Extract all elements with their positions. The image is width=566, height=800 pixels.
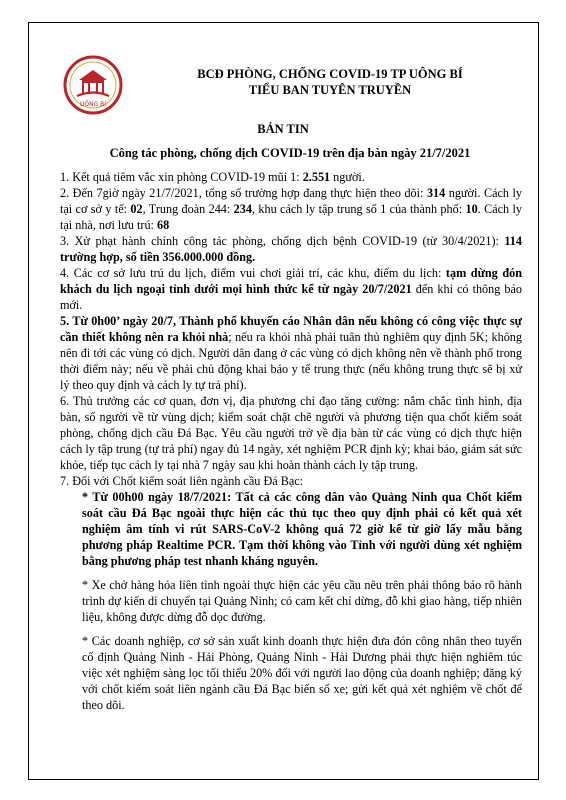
org-name: BCĐ PHÒNG, CHỐNG COVID-19 TP UÔNG BÍ	[197, 67, 463, 81]
item-1: 1. Kết quả tiêm vắc xin phòng COVID-19 mũi 1: 2.551 người.	[60, 170, 365, 184]
item-2: 2. Đến 7giờ ngày 21/7/2021, tổng số trường hợp đang thực hiện theo dõi: 314 người. Cách ly tại cơ sở y tế: 02, Trung đoàn 244: 234, khu cách ly tập trung số 1 của thành phố: 10. Cách ly tại nhà, nơi lưu trú: 68	[60, 186, 523, 232]
item-6: 6. Thủ trưởng các cơ quan, đơn vị, địa phương chỉ đạo tăng cường: nắm chắc tình hình, địa bàn, số người về từ vùng dịch; kiểm soát chặt chẽ người và phương tiện qua chốt kiểm soát phòng, chống dịch cầu Đá Bạc. Yêu cầu người trở về địa bàn từ các vùng có dịch thực hiện cách ly tập trung (tự trả phí) ngay đủ 14 ngày, xét nghiệm PCR định kỳ; khai báo, giám sát sức khỏe, tiếp tục cách ly tại nhà 7 ngày sau khi hoàn thành cách ly tập trung.	[60, 394, 522, 472]
item-7-rule-1: * Từ 00h00 ngày 18/7/2021: Tất cả các công dân vào Quảng Ninh qua Chốt kiểm soát cầu Đá Bạc ngoài thực hiện các thủ tục theo quy định phải có kết quả xét nghiệm âm tính vi rút SARS-CoV-2 không quá 72 giờ kể từ giờ lấy mẫu bằng phương pháp Realtime PCR. Tạm thời không vào Tỉnh với người dùng xét nghiệm bằng phương pháp test nhanh kháng nguyên.	[82, 490, 522, 568]
document-title: BẢN TIN	[257, 122, 309, 136]
bulletin-body	[60, 169, 522, 713]
document-subtitle: Công tác phòng, chống dịch COVID-19 trên địa bàn ngày 21/7/2021	[109, 146, 471, 160]
item-7-rule-2: * Xe chở hàng hóa liên tỉnh ngoài thực hiện các yêu cầu nêu trên phải thông báo rõ hành trình dự kiến di chuyển tại Quảng Ninh; có cam kết chỉ dừng, đỗ khi giao hàng, tiếp nhiên liệu, không được dừng đỗ dọc đường.	[82, 578, 522, 624]
item-3: 3. Xử phạt hành chính công tác phòng, chống dịch bệnh COVID-19 (từ 30/4/2021): 114 trường hợp, số tiền 356.000.000 đồng.	[60, 234, 522, 264]
logo-text: UÔNG BÍ	[79, 101, 107, 108]
document-header	[150, 66, 510, 98]
org-subunit: TIỂU BAN TUYÊN TRUYỀN	[248, 83, 412, 97]
item-7: 7. Đối với Chốt kiểm soát liên ngành cầu Đá Bạc:	[60, 474, 304, 488]
item-4: 4. Các cơ sở lưu trú du lịch, điểm vui chơi giải trí, các khu, điểm du lịch: tạm dừng đón khách du lịch ngoại tỉnh dưới mọi hình thức kể từ ngày 20/7/2021 đến khi có thông báo mới.	[60, 266, 523, 312]
city-emblem-icon	[63, 55, 123, 115]
item-7-rule-3: * Các doanh nghiệp, cơ sở sản xuất kinh doanh thực hiện đưa đón công nhân theo tuyến cố định Quảng Ninh - Hải Phòng, Quảng Ninh - Hải Dương phải thực hiện nghiêm túc việc xét nghiệm sàng lọc tối thiểu 20% đối với người lao động của doanh nghiệp; đăng ký với chốt kiểm soát liên ngành cầu Đá Bạc biển số xe; gửi kết quả xét nghiệm về chốt để theo dõi.	[82, 634, 522, 712]
item-5: 5. Từ 0h00’ ngày 20/7, Thành phố khuyến cáo Nhân dân nếu không có công việc thực sự cần thiết không nên ra khỏi nhà; nếu ra khỏi nhà phải tuân thủ nghiêm quy định 5K; không nên đi tới các vùng có dịch. Người dân đang ở các vùng có dịch không nên về thành phố trong thời điểm này; nếu về phải chủ động khai báo y tế trung thực (nếu không trung thực sẽ bị xử lý theo quy định và cách ly tự trả phí).	[60, 314, 522, 392]
